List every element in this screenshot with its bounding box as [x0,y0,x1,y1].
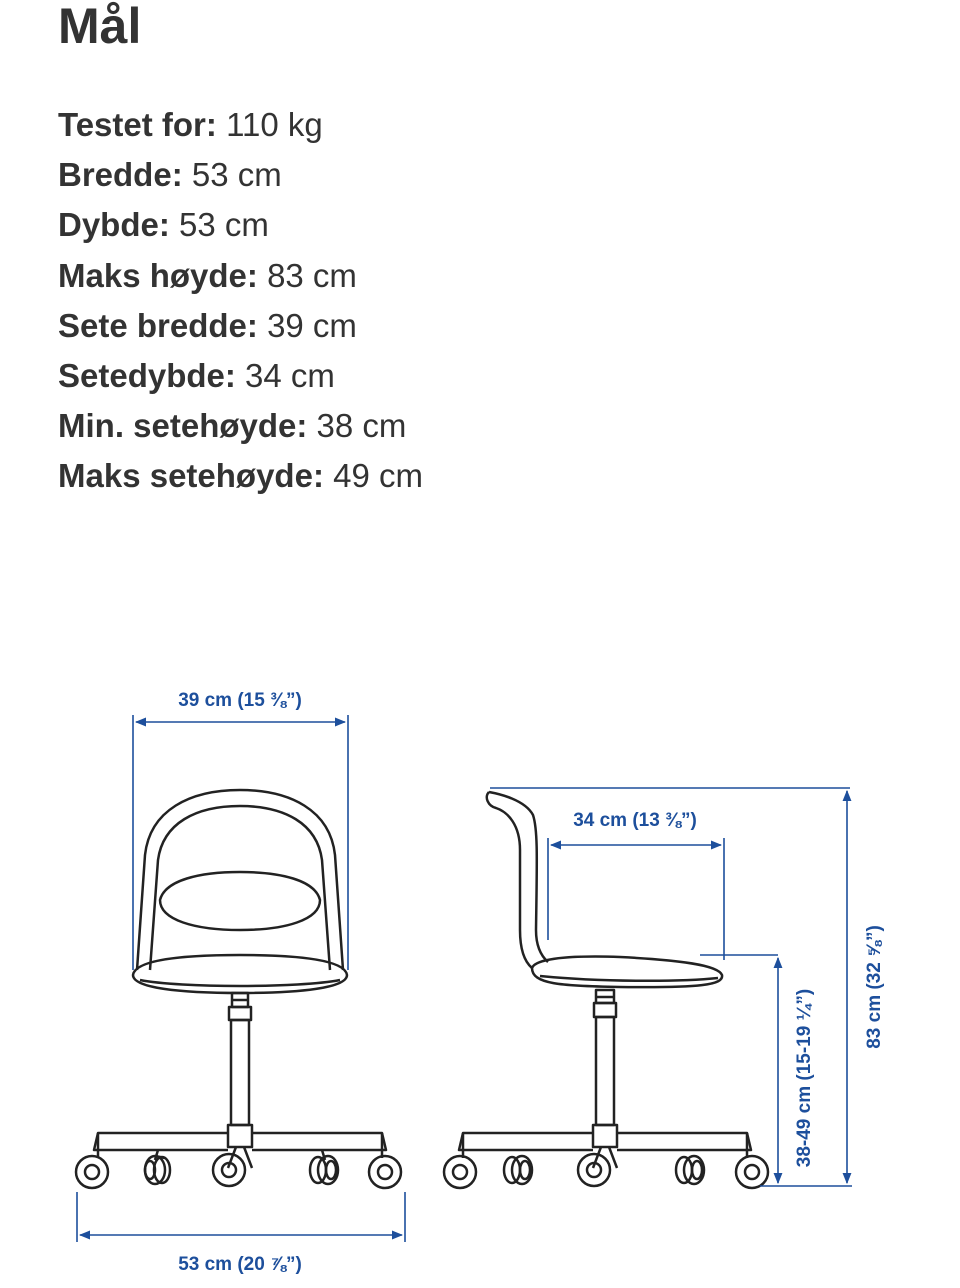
dimension-lines [77,715,852,1242]
spec-value: 34 cm [245,357,335,395]
spec-list [58,100,423,502]
caster-wheel-icon [578,1154,610,1186]
caster-wheel-icon [310,1156,338,1184]
spec-row-tested-for [58,100,423,150]
caster-wheel-icon [369,1156,401,1188]
seat-height-label: 38-49 cm (15-19 ¼”) [794,988,815,1168]
caster-wheel-icon [736,1156,768,1188]
spec-label: Sete bredde: [58,306,258,344]
spec-value: 53 cm [191,156,282,194]
caster-wheel-icon [676,1156,704,1184]
spec-row-max-height [58,251,423,301]
chair-dimension-diagram [0,660,960,1288]
page-title: Mål [58,0,142,54]
spec-label: Setedybde: [58,357,236,395]
spec-value: 110 kg [226,106,323,143]
caster-wheel-icon [444,1156,476,1188]
caster-wheel-icon [213,1154,245,1186]
spec-label: Bredde: [58,156,183,194]
spec-label: Maks høyde: [58,256,258,294]
caster-wheel-icon [504,1156,532,1184]
max-height-label: 83 cm (32 ⅝”) [864,925,885,1049]
spec-row-seat-depth [58,351,423,401]
spec-row-max-seat-height [58,451,423,501]
spec-row-min-seat-height [58,401,423,451]
spec-label: Maks setehøyde: [58,457,324,495]
spec-row-seat-width [58,301,423,351]
side-view-chair [444,792,768,1188]
spec-row-depth [58,200,423,250]
spec-label: Testet for: [58,106,217,143]
spec-value: 39 cm [267,306,357,344]
base-width-label: 53 cm (20 ⅞”) [178,1254,302,1275]
seat-width-label: 39 cm (15 ⅜”) [178,690,302,711]
spec-value: 53 cm [179,206,269,244]
seat-depth-label: 34 cm (13 ⅜”) [573,810,697,831]
spec-row-width [58,150,423,200]
front-view-chair [76,790,401,1188]
caster-wheel-icon [145,1156,170,1184]
spec-value: 38 cm [316,407,407,445]
spec-label: Dybde: [58,206,170,244]
spec-value: 83 cm [267,256,357,294]
caster-wheel-icon [76,1156,108,1188]
spec-value: 49 cm [333,457,423,495]
spec-label: Min. setehøyde: [58,407,308,445]
